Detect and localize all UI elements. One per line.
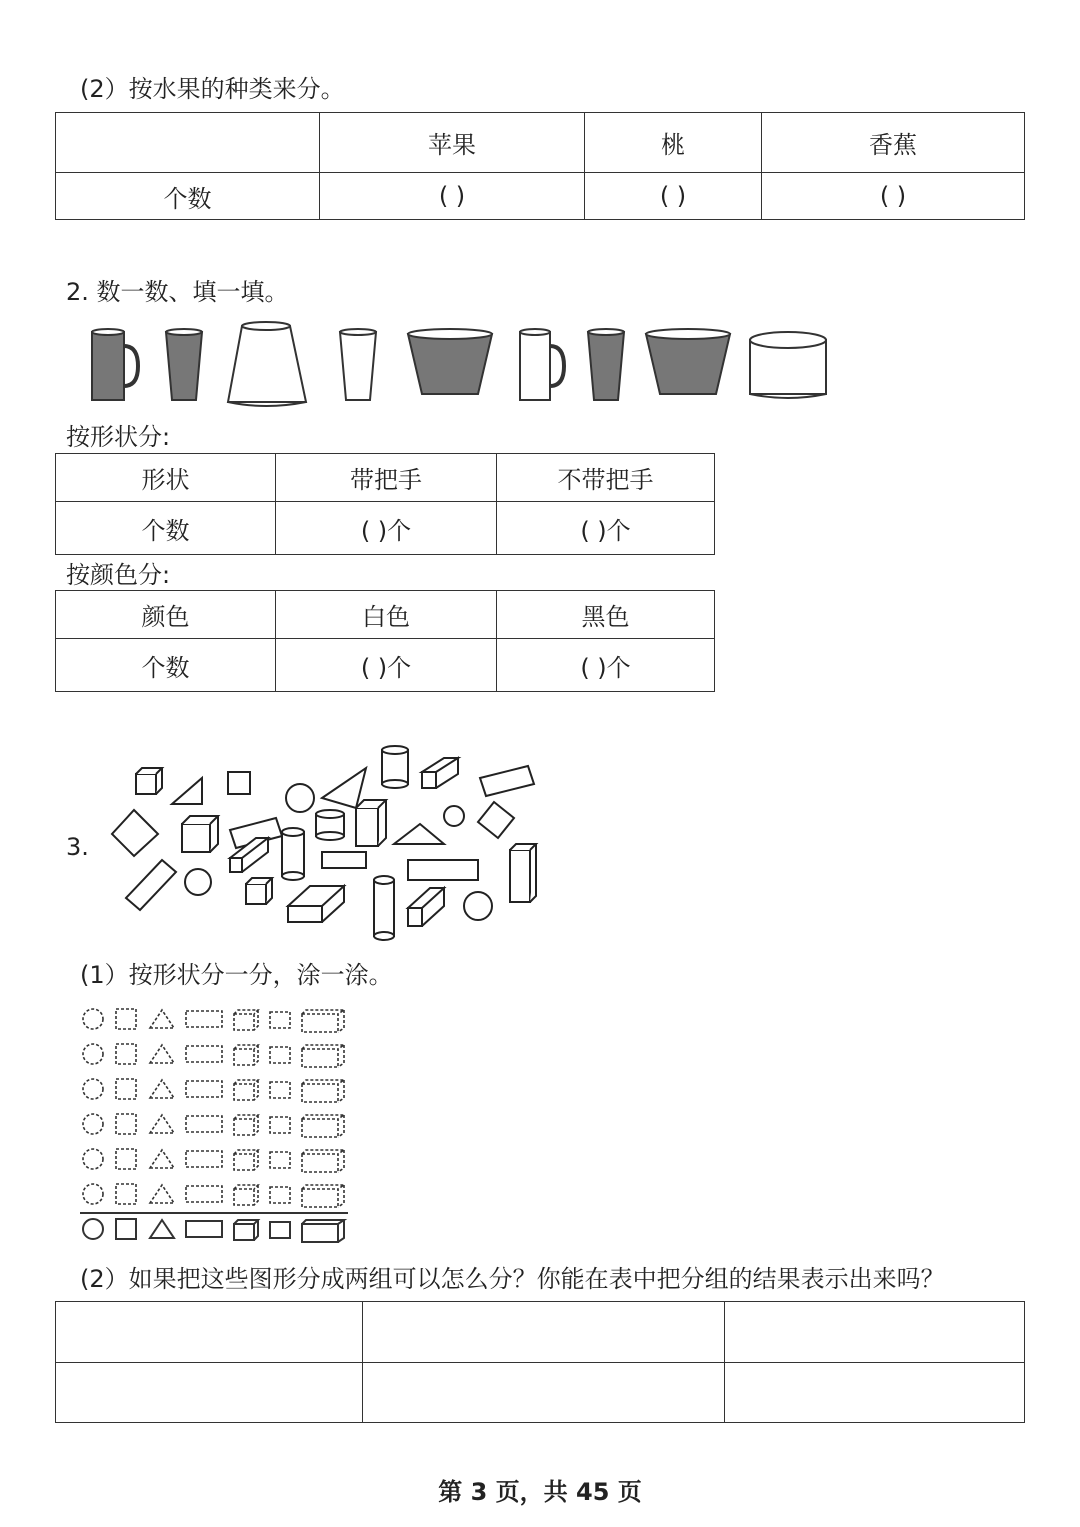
fruit-table-header-apple: 苹果 bbox=[320, 113, 585, 173]
fruit-table-header-peach: 桃 bbox=[585, 113, 762, 173]
square-icon bbox=[116, 1114, 136, 1134]
cuboid-icon bbox=[288, 886, 344, 922]
grouping-table bbox=[55, 1301, 1025, 1423]
cylinder-icon bbox=[382, 746, 408, 788]
shape-label: 按形状分: bbox=[66, 423, 171, 451]
color-table bbox=[55, 590, 715, 692]
page-footer: 第 3 页，共 45 页 bbox=[438, 1478, 642, 1506]
shape-answer-with-handle[interactable]: ( )个 bbox=[276, 502, 497, 555]
rectangle-icon bbox=[186, 1186, 222, 1202]
circle-icon bbox=[83, 1149, 103, 1169]
q3-part2: (2）如果把这些图形分成两组可以怎么分？你能在表中把分组的结果表示出来吗？ bbox=[80, 1265, 945, 1293]
triangle-icon bbox=[150, 1080, 174, 1098]
tally-row-3 bbox=[83, 1079, 344, 1102]
square-icon bbox=[116, 1044, 136, 1064]
cube-icon bbox=[246, 878, 272, 904]
circle-icon bbox=[83, 1219, 103, 1239]
triangle-icon bbox=[322, 768, 366, 808]
color-table-header-1: 白色 bbox=[276, 591, 497, 639]
cylinder-icon bbox=[270, 1117, 290, 1133]
q3-part1: (1）按形状分一分，涂一涂。 bbox=[80, 961, 393, 989]
tally-legend-row bbox=[83, 1219, 344, 1242]
cuboid-icon bbox=[356, 800, 386, 846]
cylinder-icon bbox=[270, 1047, 290, 1063]
triangle-icon bbox=[150, 1185, 174, 1203]
cylinder-icon bbox=[270, 1012, 290, 1028]
rectangle-icon bbox=[186, 1011, 222, 1027]
rectangle-icon bbox=[186, 1221, 222, 1237]
circle-icon bbox=[464, 892, 492, 920]
color-table-row-label: 个数 bbox=[56, 639, 276, 692]
triangle-icon bbox=[394, 824, 444, 844]
fruit-table-row-label: 个数 bbox=[56, 173, 320, 220]
cube-icon bbox=[136, 768, 162, 794]
grouping-cell[interactable] bbox=[363, 1362, 725, 1423]
triangle-icon bbox=[172, 778, 202, 804]
black-bowl-icon bbox=[646, 329, 730, 394]
cube-icon bbox=[234, 1185, 258, 1205]
cuboid-icon bbox=[408, 888, 444, 926]
cuboid-icon bbox=[302, 1115, 344, 1137]
cube-icon bbox=[234, 1115, 258, 1135]
square-icon bbox=[116, 1184, 136, 1204]
rectangle-icon bbox=[186, 1046, 222, 1062]
shape-answer-without-handle[interactable]: ( )个 bbox=[497, 502, 715, 555]
circle-icon bbox=[83, 1184, 103, 1204]
cube-icon bbox=[234, 1080, 258, 1100]
black-glass-icon bbox=[166, 329, 202, 400]
triangle-icon bbox=[150, 1115, 174, 1133]
black-mug-icon bbox=[92, 329, 138, 400]
tally-row-4 bbox=[83, 1114, 344, 1137]
shape-table bbox=[55, 453, 715, 555]
circle-icon bbox=[83, 1044, 103, 1064]
rectangle-icon bbox=[186, 1081, 222, 1097]
color-label: 按颜色分: bbox=[66, 561, 171, 589]
q1-part2-heading: (2）按水果的种类来分。 bbox=[80, 75, 345, 103]
shape-table-header-2: 不带把手 bbox=[497, 454, 715, 502]
square-icon bbox=[116, 1149, 136, 1169]
circle-icon bbox=[83, 1079, 103, 1099]
rectangle-icon bbox=[408, 860, 478, 880]
cuboid-icon bbox=[302, 1045, 344, 1067]
cube-icon bbox=[234, 1010, 258, 1030]
circle-icon bbox=[286, 784, 314, 812]
triangle-icon bbox=[150, 1220, 174, 1238]
triangle-icon bbox=[150, 1150, 174, 1168]
cylinder-icon bbox=[316, 810, 344, 840]
square-icon bbox=[116, 1009, 136, 1029]
cube-icon bbox=[234, 1150, 258, 1170]
shape-table-row-label: 个数 bbox=[56, 502, 276, 555]
circle-icon bbox=[83, 1009, 103, 1029]
rectangle-icon bbox=[126, 860, 176, 910]
mixed-shapes-illustration bbox=[100, 738, 550, 948]
shape-table-header-0: 形状 bbox=[56, 454, 276, 502]
shape-table-header-1: 带把手 bbox=[276, 454, 497, 502]
square-icon bbox=[112, 810, 158, 856]
color-table-header-2: 黑色 bbox=[497, 591, 715, 639]
fruit-table-header-0 bbox=[56, 113, 320, 173]
cuboid-icon bbox=[302, 1010, 344, 1032]
white-mug-icon bbox=[520, 329, 564, 400]
grouping-cell[interactable] bbox=[363, 1302, 725, 1363]
cube-icon bbox=[234, 1220, 258, 1240]
white-glass-icon bbox=[340, 329, 376, 400]
cube-icon bbox=[234, 1045, 258, 1065]
grouping-cell[interactable] bbox=[725, 1302, 1025, 1363]
cuboid-icon bbox=[510, 844, 536, 902]
cuboid-icon bbox=[422, 758, 458, 788]
fruit-answer-banana[interactable]: ( ) bbox=[762, 173, 1025, 220]
black-glass-icon bbox=[588, 329, 624, 400]
cuboid-icon bbox=[302, 1150, 344, 1172]
tally-row-1 bbox=[83, 1009, 344, 1032]
cuboid-icon bbox=[302, 1080, 344, 1102]
tally-row-2 bbox=[83, 1044, 344, 1067]
shape-tally-chart[interactable] bbox=[80, 1004, 360, 1248]
color-answer-black[interactable]: ( )个 bbox=[497, 639, 715, 692]
cylinder-icon bbox=[282, 828, 304, 880]
cuboid-icon bbox=[302, 1185, 344, 1207]
rectangle-icon bbox=[322, 852, 366, 868]
cube-icon bbox=[182, 816, 218, 852]
cuboid-icon bbox=[302, 1220, 344, 1242]
triangle-icon bbox=[150, 1045, 174, 1063]
fruit-table bbox=[55, 112, 1025, 220]
circle-icon bbox=[444, 806, 464, 826]
color-table-header-0: 颜色 bbox=[56, 591, 276, 639]
cylinder-icon bbox=[270, 1152, 290, 1168]
color-answer-white[interactable]: ( )个 bbox=[276, 639, 497, 692]
square-icon bbox=[228, 772, 250, 794]
q3-number: 3. bbox=[66, 833, 89, 861]
cylinder-icon bbox=[270, 1222, 290, 1238]
white-cylinder-icon bbox=[750, 332, 826, 398]
rectangle-icon bbox=[480, 766, 534, 796]
square-icon bbox=[116, 1079, 136, 1099]
circle-icon bbox=[185, 869, 211, 895]
fruit-answer-peach[interactable]: ( ) bbox=[585, 173, 762, 220]
cups-illustration bbox=[80, 318, 840, 413]
black-bowl-icon bbox=[408, 329, 492, 394]
white-bucket-icon bbox=[228, 322, 306, 406]
cylinder-icon bbox=[270, 1082, 290, 1098]
q2-heading: 2. 数一数、填一填。 bbox=[66, 278, 289, 306]
square-icon bbox=[478, 802, 514, 838]
triangle-icon bbox=[150, 1010, 174, 1028]
grouping-cell[interactable] bbox=[725, 1362, 1025, 1423]
square-icon bbox=[116, 1219, 136, 1239]
cylinder-icon bbox=[270, 1187, 290, 1203]
grouping-cell[interactable] bbox=[56, 1362, 363, 1423]
circle-icon bbox=[83, 1114, 103, 1134]
cylinder-icon bbox=[374, 876, 394, 940]
fruit-answer-apple[interactable]: ( ) bbox=[320, 173, 585, 220]
rectangle-icon bbox=[186, 1151, 222, 1167]
tally-row-5 bbox=[83, 1149, 344, 1172]
rectangle-icon bbox=[186, 1116, 222, 1132]
fruit-table-header-banana: 香蕉 bbox=[762, 113, 1025, 173]
grouping-cell[interactable] bbox=[56, 1302, 363, 1363]
tally-row-6 bbox=[83, 1184, 344, 1207]
